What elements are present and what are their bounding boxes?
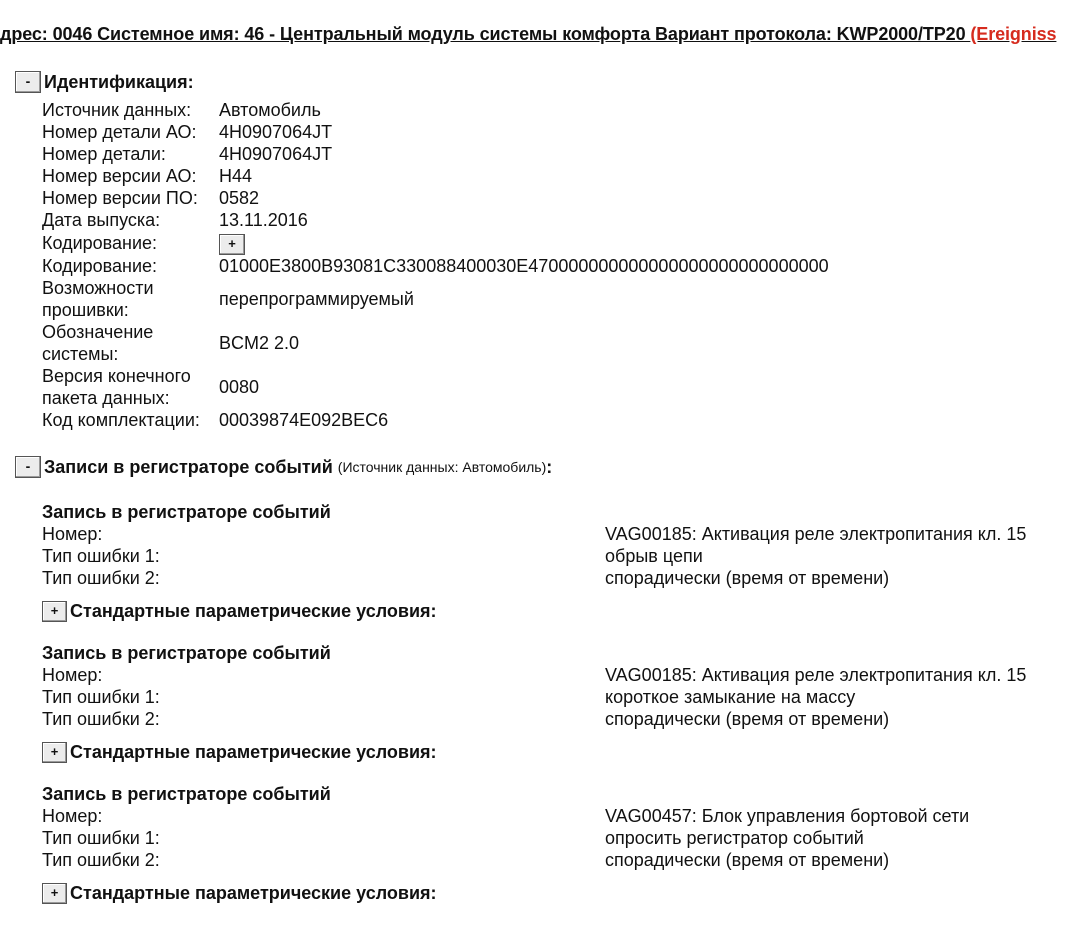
standard-conditions-expand-button[interactable]: + <box>42 601 67 622</box>
ident-row-release-date <box>42 209 829 231</box>
event-row-error-type-2 <box>42 849 1065 871</box>
ident-row-coding <box>42 255 829 277</box>
event-entry-title: Запись в регистраторе событий <box>42 643 331 663</box>
ident-value: 4H0907064JT <box>219 144 333 164</box>
event-entry-title: Запись в регистраторе событий <box>42 784 331 804</box>
ident-label: Возможности прошивки: <box>42 278 154 320</box>
standard-conditions-expand-button[interactable]: + <box>42 742 67 763</box>
ident-row-equipment-code <box>42 409 829 431</box>
event-value: спорадически (время от времени) <box>605 709 890 729</box>
event-row-error-type-1 <box>42 686 1065 708</box>
event-label: Тип ошибки 2: <box>42 850 160 870</box>
ident-row-data-package-version <box>42 365 829 409</box>
ident-value: 13.11.2016 <box>219 210 308 230</box>
ident-row-coding-toggle <box>42 231 829 255</box>
identification-title: Идентификация: <box>44 71 194 92</box>
ident-label: Источник данных: <box>42 100 192 120</box>
event-entry <box>42 783 1065 871</box>
event-log-link[interactable]: (Ereigniss <box>970 24 1057 44</box>
event-label: Тип ошибки 2: <box>42 568 160 588</box>
event-entry <box>42 501 1065 589</box>
event-value: короткое замыкание на массу <box>605 687 856 707</box>
ident-value: Автомобиль <box>219 100 321 120</box>
event-row-error-type-1 <box>42 545 1065 567</box>
standard-conditions-expand-button[interactable]: + <box>42 883 67 904</box>
ident-value: 01000E3800B93081C330088400030E470000000000000000000000000000 <box>219 256 829 276</box>
standard-conditions-header <box>42 742 437 763</box>
event-value: обрыв цепи <box>605 546 703 566</box>
event-row-number <box>42 805 1065 827</box>
ident-label: Версия конечного пакета данных: <box>42 366 191 408</box>
ident-row-sw-version <box>42 187 829 209</box>
event-value: спорадически (время от времени) <box>605 568 890 588</box>
ident-label: Номер версии ПО: <box>42 188 198 208</box>
event-log-subtitle: (Источник данных: Автомобиль) <box>337 459 547 475</box>
event-label: Тип ошибки 1: <box>42 828 160 848</box>
event-label: Номер: <box>42 806 103 826</box>
ident-row-system-designation <box>42 321 829 365</box>
event-row-number <box>42 664 1065 686</box>
ident-label: Кодирование: <box>42 233 158 253</box>
standard-conditions-title: Стандартные параметрические условия: <box>70 742 437 762</box>
ident-row-data-source <box>42 99 829 121</box>
event-label: Тип ошибки 2: <box>42 709 160 729</box>
event-row-number <box>42 523 1065 545</box>
ident-label: Обозначение системы: <box>42 322 154 364</box>
ident-row-part-number-hw <box>42 121 829 143</box>
event-log-collapse-button[interactable]: - <box>15 456 41 478</box>
ident-label: Дата выпуска: <box>42 210 161 230</box>
address-header <box>0 24 1056 45</box>
ident-label: Код комплектации: <box>42 410 200 430</box>
ident-row-hw-version <box>42 165 829 187</box>
ident-value: BCM2 2.0 <box>219 333 300 353</box>
event-label: Номер: <box>42 524 103 544</box>
event-value: VAG00185: Активация реле электропитания кл. 15 <box>605 665 1027 685</box>
event-row-error-type-2 <box>42 567 1065 589</box>
ident-value: перепрограммируемый <box>219 289 414 309</box>
ident-row-flash-capability <box>42 277 829 321</box>
ident-label: Номер детали АО: <box>42 122 197 142</box>
event-label: Тип ошибки 1: <box>42 546 160 566</box>
event-value: VAG00457: Блок управления бортовой сети <box>605 806 970 826</box>
address-header-text: дрес: 0046 Системное имя: 46 - Центральный модуль системы комфорта Вариант протокола: KWP2000/TP20 <box>0 24 971 44</box>
event-log-section-header <box>15 456 552 478</box>
standard-conditions-title: Стандартные параметрические условия: <box>70 883 437 903</box>
identification-collapse-button[interactable]: - <box>15 71 41 93</box>
event-value: спорадически (время от времени) <box>605 850 890 870</box>
ident-label: Номер версии АО: <box>42 166 197 186</box>
ident-label: Кодирование: <box>42 256 158 276</box>
standard-conditions-header <box>42 601 437 622</box>
coding-expand-button[interactable]: + <box>219 234 245 255</box>
event-label: Номер: <box>42 665 103 685</box>
event-label: Тип ошибки 1: <box>42 687 160 707</box>
ident-value: H44 <box>219 166 253 186</box>
event-entry-title: Запись в регистраторе событий <box>42 502 331 522</box>
ident-value: 0582 <box>219 188 260 208</box>
event-log-title: Записи в регистраторе событий <box>44 456 333 477</box>
event-entry <box>42 642 1065 730</box>
event-row-error-type-1 <box>42 827 1065 849</box>
event-value: опросить регистратор событий <box>605 828 864 848</box>
ident-row-part-number <box>42 143 829 165</box>
identification-table <box>42 99 829 431</box>
event-row-error-type-2 <box>42 708 1065 730</box>
event-value: VAG00185: Активация реле электропитания кл. 15 <box>605 524 1027 544</box>
standard-conditions-title: Стандартные параметрические условия: <box>70 601 437 621</box>
ident-value: 00039874E092BEC6 <box>219 410 389 430</box>
ident-label: Номер детали: <box>42 144 166 164</box>
standard-conditions-header <box>42 883 437 904</box>
identification-section-header <box>15 71 194 93</box>
event-log-colon: : <box>546 456 553 477</box>
ident-value: 0080 <box>219 377 260 397</box>
ident-value: 4H0907064JT <box>219 122 333 142</box>
